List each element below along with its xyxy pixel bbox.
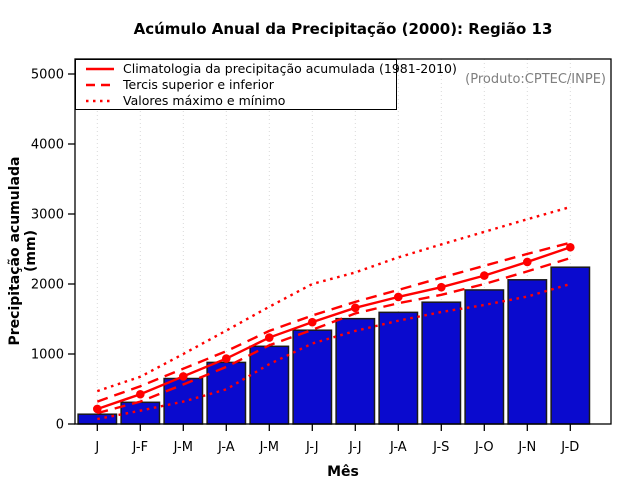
y-axis-label: Precipitação acumulada (mm) — [7, 156, 39, 346]
bar — [293, 330, 331, 424]
x-tick-label: J-J — [348, 440, 362, 455]
bar — [250, 346, 288, 424]
bar — [465, 290, 503, 424]
climatology-point — [222, 354, 231, 363]
x-tick-label: J-M — [259, 440, 279, 455]
climatology-point — [566, 243, 575, 252]
x-tick-label: J-D — [561, 440, 580, 455]
x-tick-label: J-N — [518, 440, 537, 455]
bar — [551, 267, 589, 424]
climatology-point — [437, 283, 446, 292]
legend-item-climatology — [85, 61, 457, 76]
y-tick-label: 5000 — [30, 67, 64, 83]
climatology-point — [136, 390, 145, 399]
solid-line-icon — [85, 64, 115, 74]
x-tick-label: J-A — [217, 440, 235, 455]
chart-title: Acúmulo Anual da Precipitação (2000): Região 13 — [133, 20, 553, 38]
legend-label: Valores máximo e mínimo — [123, 93, 286, 108]
y-tick-label: 0 — [55, 417, 64, 433]
source-note: (Produto:CPTEC/INPE) — [465, 72, 606, 87]
x-tick-label: J — [95, 440, 100, 455]
y-tick-label: 4000 — [30, 137, 64, 153]
climatology-point — [394, 293, 403, 302]
x-axis-label: Mês — [327, 464, 359, 480]
x-tick-label: J-F — [132, 440, 149, 455]
x-tick-label: J-J — [305, 440, 319, 455]
dashed-line-icon — [85, 80, 115, 90]
climatology-point — [179, 372, 188, 381]
bar — [422, 302, 460, 424]
dotted-line-icon — [85, 96, 115, 106]
bar — [508, 280, 546, 424]
x-tick-label: J-S — [433, 440, 450, 455]
climatology-point — [93, 405, 102, 414]
legend-item-terciles — [85, 77, 396, 92]
y-tick-label: 3000 — [30, 207, 64, 223]
y-tick-label: 2000 — [30, 277, 64, 293]
climatology-point — [308, 318, 317, 327]
climatology-point — [480, 271, 489, 280]
climatology-point — [265, 333, 274, 342]
x-tick-label: J-O — [474, 440, 494, 455]
legend-item-maxmin — [85, 93, 396, 108]
climatology-point — [351, 304, 360, 313]
bar — [207, 362, 245, 424]
x-tick-label: J-M — [173, 440, 193, 455]
y-tick-label: 1000 — [30, 347, 64, 363]
legend-box — [75, 59, 457, 110]
legend-label: Climatologia da precipitação acumulada (1981-2010) — [123, 61, 457, 76]
climatology-point — [523, 258, 532, 267]
bar — [379, 312, 417, 424]
x-tick-label: J-A — [389, 440, 407, 455]
legend-label: Tercis superior e inferior — [123, 77, 274, 92]
